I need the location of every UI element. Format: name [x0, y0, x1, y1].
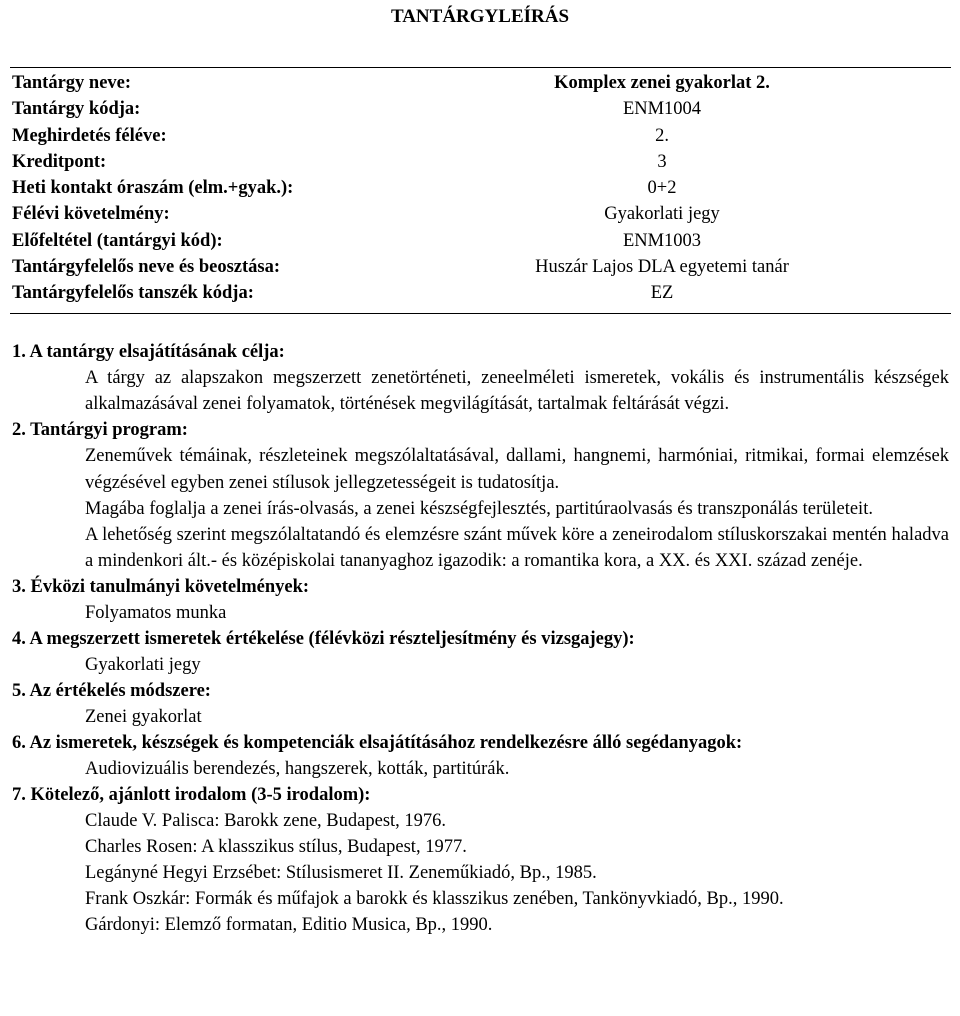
- info-value: 3: [657, 151, 667, 172]
- section-1-heading: 1. A tantárgy elsajátításának célja:: [12, 342, 285, 362]
- literature-item: Gárdonyi: Elemző formatan, Editio Musica, Bp., 1990.: [85, 915, 493, 936]
- info-value: EZ: [650, 283, 674, 304]
- info-row: [12, 96, 952, 122]
- section-2-paragraph-2: Magába foglalja a zenei írás-olvasás, a zenei készségfejlesztés, partitúraolvasás és transzponálás területeit.: [85, 498, 873, 519]
- info-row: [12, 280, 952, 306]
- section-7-heading: 7. Kötelező, ajánlott irodalom (3-5 irodalom):: [12, 785, 371, 806]
- info-label: Tantárgyfelelős neve és beosztása:: [12, 257, 281, 278]
- info-row: [12, 123, 952, 149]
- info-value: Komplex zenei gyakorlat 2.: [554, 73, 770, 93]
- section-5-heading: 5. Az értékelés módszere:: [12, 681, 211, 702]
- info-label: Kreditpont:: [12, 151, 107, 172]
- info-row: [12, 201, 952, 227]
- info-row: [12, 149, 952, 175]
- page-title: TANTÁRGYLEÍRÁS: [390, 6, 570, 27]
- section-5-text: Zenei gyakorlat: [85, 707, 202, 728]
- info-value: 2.: [655, 125, 669, 146]
- course-info-table: [12, 70, 952, 307]
- info-label: Tantárgyfelelős tanszék kódja:: [12, 283, 254, 304]
- info-row: [12, 254, 952, 280]
- info-label: Tantárgy kódja:: [12, 99, 141, 120]
- section-3-text: Folyamatos munka: [85, 603, 227, 624]
- info-value: ENM1003: [622, 230, 702, 251]
- info-label: Heti kontakt óraszám (elm.+gyak.):: [12, 178, 294, 199]
- info-label: Tantárgy neve:: [12, 73, 132, 93]
- section-4-text: Gyakorlati jegy: [85, 655, 201, 676]
- info-value: 0+2: [647, 178, 677, 199]
- info-label: Meghirdetés féléve:: [12, 125, 167, 146]
- info-row: [12, 228, 952, 254]
- table-bottom-rule: [10, 313, 951, 314]
- literature-item: Legányné Hegyi Erzsébet: Stílusismeret II. Zeneműkiadó, Bp., 1985.: [85, 863, 597, 884]
- info-label: Előfeltétel (tantárgyi kód):: [12, 230, 223, 251]
- table-top-rule: [10, 67, 951, 68]
- info-row: [12, 70, 952, 96]
- section-2-paragraph-1: Zeneművek témáinak, részleteinek megszólaltatásával, dallami, hangnemi, harmóniai, ritmikai, formai elemzések végzésével egyben zenei stílusok jellegzetességeit is tudatosítja.: [85, 446, 949, 493]
- section-4-heading: 4. A megszerzett ismeretek értékelése (félévközi részteljesítmény és vizsgajegy):: [12, 629, 635, 650]
- info-value: Huszár Lajos DLA egyetemi tanár: [535, 257, 789, 278]
- literature-item: Charles Rosen: A klasszikus stílus, Budapest, 1977.: [85, 837, 467, 858]
- section-2-heading: 2. Tantárgyi program:: [12, 420, 188, 441]
- section-1-text: A tárgy az alapszakon megszerzett zenetörténeti, zeneelméleti ismeretek, vokális és instrumentális készségek alkalmazásával zenei folyamatok, történések megvilágítását, tartalmak feltárását végzi.: [85, 368, 949, 415]
- literature-item: Frank Oszkár: Formák és műfajok a barokk és klasszikus zenében, Tankönyvkiadó, Bp., 1990.: [85, 889, 784, 910]
- info-row: [12, 175, 952, 201]
- info-label: Félévi követelmény:: [12, 204, 170, 225]
- info-value: Gyakorlati jegy: [604, 204, 720, 225]
- section-3-heading: 3. Évközi tanulmányi követelmények:: [12, 577, 310, 598]
- literature-item: Claude V. Palisca: Barokk zene, Budapest, 1976.: [85, 811, 447, 832]
- section-6-heading: 6. Az ismeretek, készségek és kompetenciák elsajátításához rendelkezésre álló segédanyagok:: [12, 733, 743, 754]
- section-6-text: Audiovizuális berendezés, hangszerek, kották, partitúrák.: [85, 759, 510, 780]
- info-value: ENM1004: [622, 99, 702, 120]
- document-body: [12, 339, 949, 938]
- section-2-paragraph-3: A lehetőség szerint megszólaltatandó és elemzésre szánt művek köre a zeneirodalom stíluskorszakai mentén haladva a mindenkori ált.- és középiskolai tananyaghoz igazodik: a romantika kora, a XX. és XXI. század zenéje.: [85, 525, 949, 572]
